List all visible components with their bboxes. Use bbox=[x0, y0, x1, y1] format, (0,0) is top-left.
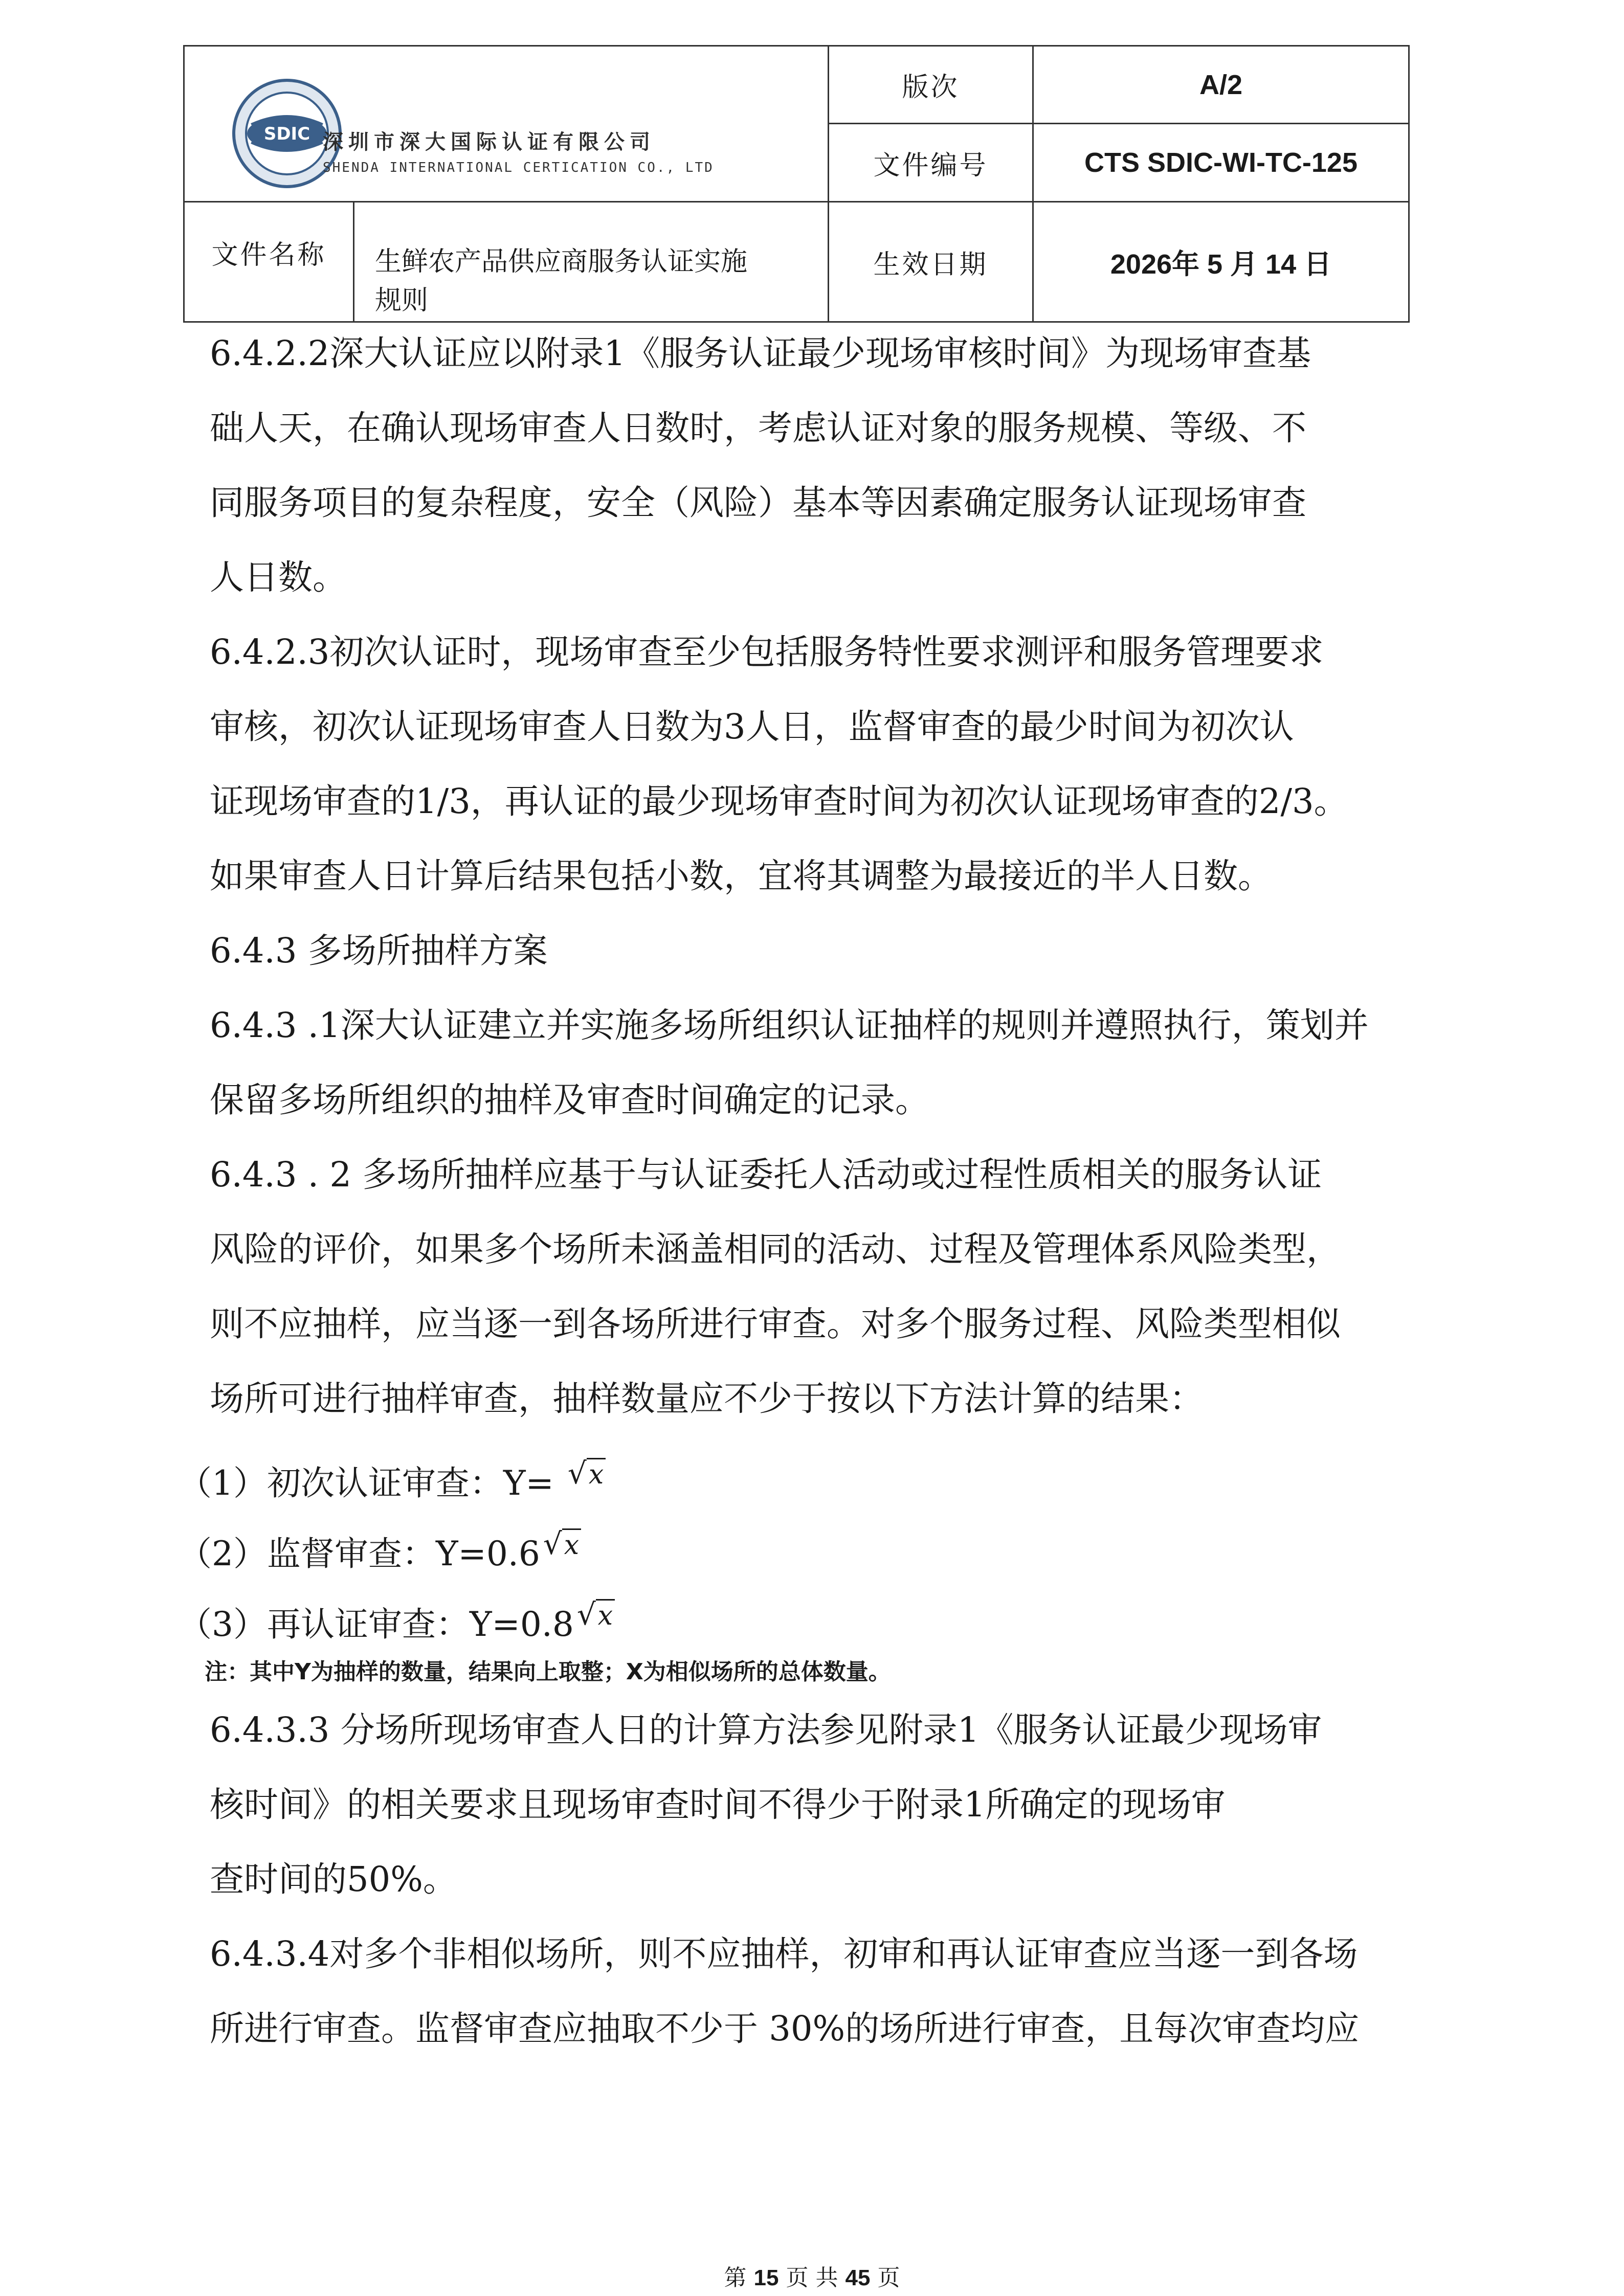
total-pages: 45 bbox=[845, 2265, 871, 2290]
body-line: 如果审查人日计算后结果包括小数，宜将其调整为最接近的半人日数。 bbox=[210, 856, 1272, 896]
formula-recertification bbox=[178, 1593, 615, 1646]
logo-text: SDIC bbox=[263, 124, 310, 144]
company-name-en: SHENDA INTERNATIONAL CERTICATION CO., LTD bbox=[323, 160, 714, 175]
version-label: 版次 bbox=[829, 46, 1033, 124]
body-line: 6.4.3.4对多个非相似场所，则不应抽样，初审和再认证审查应当逐一到各场 bbox=[210, 1934, 1358, 1974]
version-value: A/2 bbox=[1033, 46, 1409, 124]
doc-name-line-2: 规则 bbox=[375, 285, 429, 316]
company-logo-cell bbox=[184, 46, 829, 202]
formula-label: （1）初次认证审查：Y= bbox=[178, 1464, 565, 1503]
body-line: 人日数。 bbox=[210, 557, 347, 597]
document-header-table bbox=[183, 45, 1410, 323]
formula-var: x bbox=[596, 1599, 615, 1631]
formula-note: 注：其中Y为抽样的数量，结果向上取整；X为相似场所的总体数量。 bbox=[205, 1659, 891, 1685]
doc-number-label: 文件编号 bbox=[829, 124, 1033, 202]
doc-name-line-1: 生鲜农产品供应商服务认证实施 bbox=[375, 246, 748, 277]
formula-surveillance bbox=[178, 1523, 581, 1575]
body-line: 查时间的50%。 bbox=[210, 1859, 457, 1899]
effective-date-label: 生效日期 bbox=[829, 202, 1033, 322]
doc-name-label: 文件名称 bbox=[184, 202, 354, 322]
body-line: 证现场审查的1/3，再认证的最少现场审查时间为初次认证现场审查的2/3。 bbox=[210, 781, 1348, 821]
formula-var: x bbox=[587, 1458, 606, 1490]
doc-number-value: CTS SDIC-WI-TC-125 bbox=[1033, 124, 1409, 202]
body-line: 场所可进行抽样审查，抽样数量应不少于按以下方法计算的结果： bbox=[210, 1379, 1204, 1419]
body-line: 核时间》的相关要求且现场审查时间不得少于附录1所确定的现场审 bbox=[210, 1785, 1226, 1825]
doc-name-value bbox=[354, 202, 829, 322]
body-line: 保留多场所组织的抽样及审查时间确定的记录。 bbox=[210, 1080, 929, 1120]
page-footer bbox=[0, 2259, 1624, 2292]
formula-label: （3）再认证审查：Y=0.8 bbox=[178, 1605, 574, 1644]
body-line: 同服务项目的复杂程度，安全（风险）基本等因素确定服务认证现场审查 bbox=[210, 483, 1306, 523]
body-line: 6.4.2.3初次认证时，现场审查至少包括服务特性要求测评和服务管理要求 bbox=[210, 632, 1324, 672]
formula-label: （2）监督审查：Y=0.6 bbox=[178, 1534, 540, 1573]
footer-suffix: 页 bbox=[877, 2265, 900, 2291]
footer-prefix: 第 bbox=[724, 2265, 747, 2291]
page-number: 15 bbox=[753, 2265, 779, 2290]
footer-mid: 页 共 bbox=[786, 2265, 838, 2291]
body-line: 6.4.2.2深大认证应以附录1《服务认证最少现场审核时间》为现场审查基 bbox=[210, 333, 1311, 373]
body-line: 6.4.3 .1深大认证建立并实施多场所组织认证抽样的规则并遵照执行，策划并 bbox=[210, 1005, 1369, 1045]
sqrt-icon: √x bbox=[577, 1593, 615, 1633]
body-line: 审核，初次认证现场审查人日数为3人日，监督审查的最少时间为初次认 bbox=[210, 707, 1294, 747]
body-line: 则不应抽样，应当逐一到各场所进行审查。对多个服务过程、风险类型相似 bbox=[210, 1304, 1341, 1344]
body-line: 础人天，在确认现场审查人日数时，考虑认证对象的服务规模、等级、不 bbox=[210, 408, 1306, 448]
body-line: 6.4.3 . 2 多场所抽样应基于与认证委托人活动或过程性质相关的服务认证 bbox=[210, 1155, 1322, 1195]
body-line: 6.4.3.3 分场所现场审查人日的计算方法参见附录1《服务认证最少现场审 bbox=[210, 1710, 1322, 1750]
body-line: 风险的评价，如果多个场所未涵盖相同的活动、过程及管理体系风险类型， bbox=[210, 1229, 1341, 1269]
body-line: 所进行审查。监督审查应抽取不少于 30%的场所进行审查，且每次审查均应 bbox=[210, 2009, 1360, 2049]
company-logo bbox=[231, 77, 742, 210]
formula-initial bbox=[178, 1452, 606, 1504]
sqrt-icon: √x bbox=[568, 1452, 606, 1492]
effective-date-value: 2026年 5 月 14 日 bbox=[1033, 202, 1409, 322]
sqrt-icon: √x bbox=[543, 1523, 581, 1562]
section-heading: 6.4.3 多场所抽样方案 bbox=[210, 931, 548, 971]
formula-var: x bbox=[562, 1528, 581, 1561]
company-name-cn: 深圳市深大国际认证有限公司 bbox=[323, 130, 655, 154]
